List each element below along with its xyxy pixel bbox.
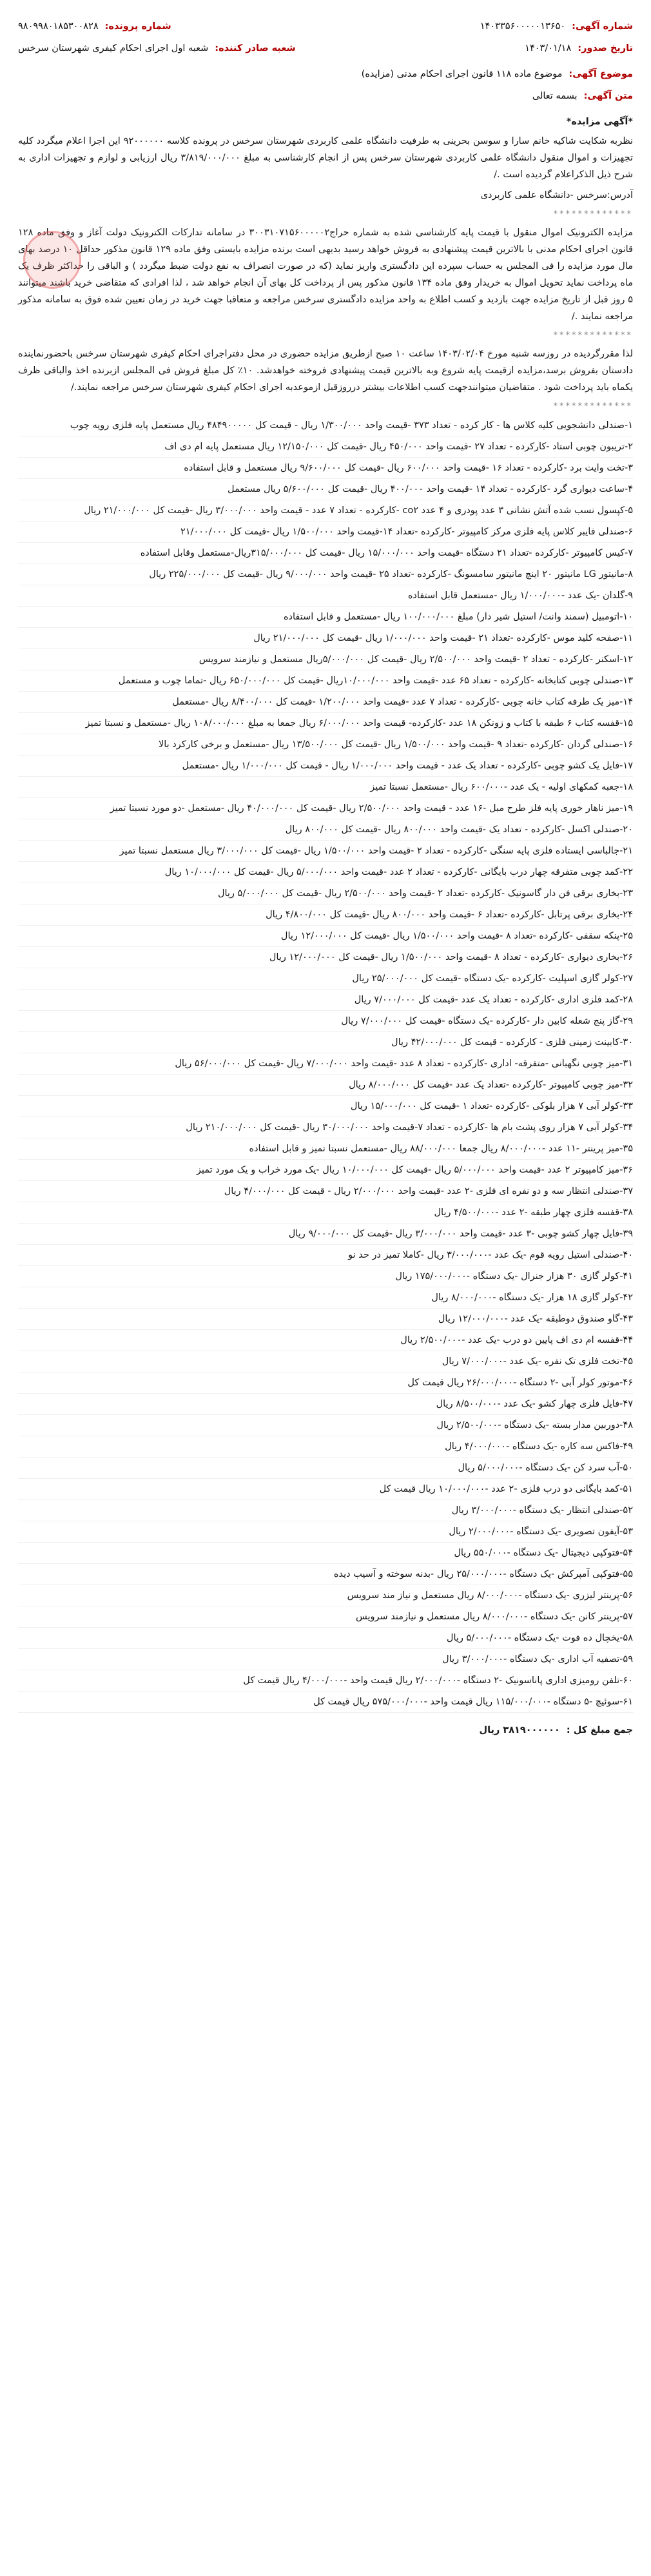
separator: ************* <box>553 331 633 340</box>
list-item: ۵۶-پرینتر لیزری -یک دستگاه -۸/۰۰۰/۰۰۰ ریال مستعمل و نیاز مند سرویس <box>18 1585 633 1606</box>
list-item: ۴۱-کولر گازی ۳۰ هزار جنرال -یک دستگاه -۱۷۵/۰۰۰/۰۰۰ ریال <box>18 1266 633 1287</box>
list-item: ۳۵-میز پرینتر -۱۱ عدد -۸/۰۰۰/۰۰۰ ریال جمعا ۸۸/۰۰۰/۰۰۰ ریال -مستعمل نسبتا تمیز و قابل استفاده <box>18 1138 633 1160</box>
issue-date <box>525 40 633 57</box>
list-item: ۲۵-پنکه سقفی -کارکرده -تعداد ۸ -قیمت واحد ۱/۵۰۰/۰۰۰ ریال -قیمت کل ۱۲/۰۰۰/۰۰۰ ریال <box>18 926 633 947</box>
topic-value: موضوع ماده ۱۱۸ قانون اجرای احکام مدنی (مزایده) <box>361 69 563 79</box>
list-item: ۲۶-بخاری دیواری -کارکرده - تعداد ۸ -قیمت واحد ۱/۵۰۰/۰۰۰ ریال -قیمت کل ۱۲/۰۰۰/۰۰۰ ریال <box>18 947 633 968</box>
rules-block <box>18 224 633 325</box>
list-item: ۱-صندلی دانشجویی کلیه کلاس ها - کار کرده - تعداد ۳۷۳ -قیمت واحد ۱/۳۰۰/۰۰۰ ریال - قیمت کل ۴۸۴۹۰۰۰۰۰ ریال مستعمل پایه فلزی رویه چوب <box>18 415 633 436</box>
list-item: ۵۷-پرینتر کانن -یک دستگاه -۸/۰۰۰/۰۰۰ ریال مستعمل و نیازمند سرویس <box>18 1606 633 1628</box>
list-item: ۴-ساعت دیواری گرد -کارکرده - تعداد ۱۴ -قیمت واحد ۴۰۰/۰۰۰ ریال -قیمت کل ۵/۶۰۰/۰۰۰ ریال مستعمل <box>18 479 633 500</box>
header-row-1 <box>18 15 633 37</box>
list-item: ۳۰-کابینت زمینی فلزی - کارکرده - قیمت کل ۴۲/۰۰۰/۰۰۰ ریال <box>18 1032 633 1053</box>
list-item: ۵۴-فتوکپی دیجیتال -یک دستگاه -۵۵۰/۰۰۰ ریال <box>18 1543 633 1564</box>
total-label: جمع مبلغ کل : <box>566 1725 633 1735</box>
list-item: ۳۸-قفسه فلزی چهار طبقه -۲ عدد -۴/۵۰۰/۰۰۰ ریال <box>18 1202 633 1224</box>
list-item: ۱۹-میز ناهار خوری پایه فلز طرح مبل -۱۶ عدد - قیمت واحد ۲/۵۰۰/۰۰۰ ریال -قیمت کل ۴۰/۰۰۰/۰۰۰ ریال -مستعمل -دو مورد نسبتا تمیز <box>18 798 633 819</box>
address: آدرس:سرخس -دانشگاه علمی کاربردی <box>480 190 633 200</box>
list-item: ۹-گلدان -یک عدد -۱/۰۰۰/۰۰۰ ریال -مستعمل قابل استفاده <box>18 585 633 607</box>
ad-number-label: شماره آگهی: <box>572 21 633 32</box>
list-item: ۶۰-تلفن رومیزی اداری پاناسونیک -۲ دستگاه -۲/۰۰۰/۰۰۰ ریال قیمت واحد -۴/۰۰۰/۰۰۰ ریال قیمت کل <box>18 1670 633 1692</box>
topic <box>18 63 633 85</box>
list-item: ۱۸-جعبه کمکهای اولیه - یک عدد -۶۰۰/۰۰۰ ریال -مستعمل نسبتا تمیز <box>18 777 633 798</box>
stamp-mark <box>23 231 81 289</box>
total-value: ۳۸۱۹۰۰۰۰۰۰ ریال <box>479 1725 560 1735</box>
list-item: ۶-صندلی فایبر کلاس پایه فلزی مرکز کامپیوتر -کارکرده -تعداد ۱۴-قیمت واحد ۱/۵۰۰/۰۰۰ ریال -قیمت کل ۲۱/۰۰۰/۰۰۰ <box>18 522 633 543</box>
list-item: ۱۴-میز یک طرفه کتاب خانه چوبی -کارکرده - تعداد ۷ عدد -قیمت واحد ۱/۲۰۰/۰۰۰ -قیمت کل ۸/۴۰۰/۰۰۰ ریال -مستعمل <box>18 692 633 713</box>
text-label: متن آگهی: <box>583 91 633 101</box>
list-item: ۳۹-فایل چهار کشو چوبی -۳ عدد -قیمت واحد ۳/۰۰۰/۰۰۰ ریال -قیمت کل ۹/۰۰۰/۰۰۰ ریال <box>18 1224 633 1245</box>
list-item: ۴۳-گاو صندوق دوطبقه -یک عدد -۱۲/۰۰۰/۰۰۰ ریال <box>18 1309 633 1330</box>
list-item: ۵۵-فتوکپی آمپرکش -یک دستگاه -۲۵/۰۰۰/۰۰۰ ریال -بدنه سوخته و آسیب دیده <box>18 1564 633 1585</box>
list-item: ۴۰-صندلی استیل رویه قوم -یک عدد -۳/۰۰۰/۰۰۰ ریال -کاملا تمیز در حد نو <box>18 1245 633 1266</box>
issue-date-label: تاریخ صدور: <box>578 43 633 54</box>
case-number-value: ۹۸۰۹۹۸۰۱۸۵۳۰۰۸۲۸ <box>18 21 99 32</box>
list-item: ۲۳-بخاری برقی فن دار گاسونیک -کارکرده -تعداد ۲ -قیمت واحد ۲/۵۰۰/۰۰۰ ریال -قیمت کل ۵/۰۰۰/۰۰۰ ریال <box>18 883 633 904</box>
issue-date-value: ۱۴۰۳/۰۱/۱۸ <box>525 43 572 54</box>
list-item: ۱۳-صندلی چوبی کتابخانه -کارکرده - تعداد ۶۵ عدد -قیمت واحد ۱۰/۰۰۰/۰۰۰ریال -قیمت کل ۶۵۰/۰۰۰/۰۰۰ ریال -تماما چوب و مستعمل <box>18 670 633 692</box>
list-item: ۵۳-آیفون تصویری -یک دستگاه -۲/۰۰۰/۰۰۰ ریال <box>18 1521 633 1543</box>
auction-title: *آگهی مزایده* <box>566 117 633 127</box>
list-item: ۲۸-کمد فلزی اداری -کارکرده - تعداد یک عدد -قیمت کل ۷/۰۰۰/۰۰۰ ریال <box>18 990 633 1011</box>
ad-number-value: ۱۴۰۳۳۵۶۰۰۰۰۰۱۳۶۵۰ <box>480 21 566 32</box>
list-item: ۵۸-یخچال ده فوت -یک دستگاه -۵/۰۰۰/۰۰۰ ریال <box>18 1628 633 1649</box>
rules-paragraph: مزایده الکترونیک اموال منقول با قیمت پایه کارشناسی شده به شماره حراج۳۰۰۳۱۰۷۱۵۶۰۰۰۰۰۲ در سامانه تدارکات الکترونیک دولت آغاز و وفق ماده ۱۲۸ قانون اجرای احکام مدنی با بالاترین قیمت پیشنهادی به فروش خواهد رسید بدیهی است برنده مزایده بایستی وفق ماده ۱۲۹ قانون مذکور حداقل ۱۰ درصد بهای مال مورد مزایده را فی المجلس به حساب سپرده این دادگستری واریز نماید (که در صورت انصراف به نفع دولت ضبط میگردد ) و الباقی را حداکثر ظرف یک ماه پرداخت نماید تحویل اموال به خریدار وفق ماده ۱۳۴ قانون مذکور پس از پرداخت کل بهای آن انجام خواهد شد ، لذا افرادی که متقاضی خرید باشند میتوانند ۵ روز قبل از تاریخ مزایده جهت بازدید و کسب اطلاع به واحد مزایده دادگستری سرخس مراجعه و متعاقبا جهت خرید در زمان تعیین شده فوق به سامانه مذکور مراجعه نمایند ./ <box>18 228 633 322</box>
list-item: ۲۲-کمد چوبی متفرقه چهار درب بایگانی -کارکرده - تعداد ۲ عدد -قیمت واحد ۵/۰۰۰/۰۰۰ ریال -قیمت کل ۱۰/۰۰۰/۰۰۰ ریال <box>18 862 633 883</box>
ad-text-header <box>18 85 633 107</box>
list-item: ۵۲-صندلی انتظار -یک دستگاه -۳/۰۰۰/۰۰۰ ریال <box>18 1500 633 1521</box>
issuer <box>18 40 296 57</box>
list-item: ۸-مانیتور LG مانیتور ۲۰ اینچ مانیتور سامسونگ -کارکرده -تعداد ۲۵ -قیمت واحد ۹/۰۰۰/۰۰۰ ریال -قیمت کل ۲۲۵/۰۰۰/۰۰۰ ریال <box>18 564 633 585</box>
list-item: ۷-کیس کامپیوتر -کارکرده -تعداد ۲۱ دستگاه -قیمت واحد ۱۵/۰۰۰/۰۰۰ ریال -قیمت کل ۳۱۵/۰۰۰/۰۰۰ریال-مستعمل وقابل استفاده <box>18 543 633 564</box>
schedule-paragraph: لذا مقررگردیده در روزسه شنبه مورخ ۱۴۰۳/۰۲/۰۴ ساعت ۱۰ صبح ازطریق مزایده حضوری در محل دفتراجرای احکام کیفری شهرستان سرخس باحضورنماینده دادستان بفروش برسد،مزایده ازقیمت پایه شروع وبه بالاترین قیمت پیشنهادی فروخته خواهدشد. ۱۰٪ کل مبلغ فروش فی المجلس ازبرنده اخذ والباقی ظرف یکماه باید پرداخت شود . متقاضیان میتوانندجهت کسب اطلاعات بیشتر درروزقبل ازموعدبه اجرای احکام کیفری شهرستان سرخس مراجعه نمایند./ <box>18 349 633 393</box>
list-item: ۱۵-قفسه کتاب ۶ طبقه با کتاب و زونکن ۱۸ عدد -کارکرده- قیمت واحد ۶/۰۰۰/۰۰۰ ریال جمعا به مبلغ ۱۰۸/۰۰۰/۰۰۰ ریال -مستعمل و نسبتا تمیز <box>18 713 633 734</box>
list-item: ۶۱-سوئیچ -۵ دستگاه -۱۱۵/۰۰۰/۰۰۰ ریال قیمت واحد -۵۷۵/۰۰۰/۰۰۰ ریال قیمت کل <box>18 1692 633 1713</box>
list-item: ۳۱-میز چوبی نگهبانی -متفرقه- اداری -کارکرده - تعداد ۸ عدد -قیمت واحد ۷/۰۰۰/۰۰۰ ریال -قیمت کل ۵۶/۰۰۰/۰۰۰ ریال <box>18 1053 633 1075</box>
list-item: ۱۱-صفحه کلید موس -کارکرده -تعداد ۲۱ -قیمت واحد ۱/۰۰۰/۰۰۰ ریال -قیمت کل ۲۱/۰۰۰/۰۰۰ ریال <box>18 628 633 649</box>
list-item: ۴۸-دوربین مدار بسته -یک دستگاه -۲/۵۰۰/۰۰۰ ریال <box>18 1415 633 1436</box>
list-item: ۳۶-میز کامپیوتر ۲ عدد -قیمت واحد ۵/۰۰۰/۰۰۰ ریال -قیمت کل ۱۰/۰۰۰/۰۰۰ ریال -یک مورد خراب و یک مورد تمیز <box>18 1160 633 1181</box>
list-item: ۴۶-موتور کولر آبی -۲ دستگاه -۲۶/۰۰۰/۰۰۰ ریال قیمت کل <box>18 1372 633 1394</box>
list-item: ۱۰-اتومبیل (سمند وانت/ استیل شیر دار) مبلغ ۱۰۰/۰۰۰/۰۰۰ ریال -مستعمل و قابل استفاده <box>18 607 633 628</box>
intro-paragraph: نظربه شکایت شاکیه خانم سارا و سوسن بحرینی به طرفیت دانشگاه علمی کاربردی شهرستان سرخس در پرونده کلاسه ۹۲۰۰۰۰۰۰ این اجرا اعلام میگردد کلیه تجهیزات و اموال منقول دانشگاه علمی کاربردی شهرستان سرخس پس از انجام کارشناسی به مبلغ ۳/۸۱۹/۰۰۰/۰۰۰ ریال ارزیابی و لوازم و تجهیزات اداری به شرح ذیل الذکراعلام گردیده است ./ <box>18 136 634 180</box>
list-item: ۳۴-کولر آبی ۷ هزار روی پشت بام ها -کارکرده - تعداد ۷-قیمت واحد ۳۰/۰۰۰/۰۰۰ ریال -قیمت کل ۲۱۰/۰۰۰/۰۰۰ ریال <box>18 1117 633 1138</box>
list-item: ۳۳-کولر آبی ۷ هزار بلوکی -کارکرده -تعداد ۱ -قیمت کل ۱۵/۰۰۰/۰۰۰ ریال <box>18 1096 633 1117</box>
list-item: ۲-تریبون چوبی استاد -کارکرده - تعداد ۲۷ -قیمت واحد ۴۵۰/۰۰۰ ریال -قیمت کل ۱۲/۱۵۰/۰۰۰ ریال مستعمل پایه ام دی اف <box>18 436 633 458</box>
list-item: ۵۰-آب سرد کن -یک دستگاه -۵/۰۰۰/۰۰۰ ریال <box>18 1458 633 1479</box>
list-item: ۵۹-تصفیه آب اداری -یک دستگاه -۳/۰۰۰/۰۰۰ ریال <box>18 1649 633 1670</box>
list-item: ۳۲-میز چوبی کامپیوتر -کارکرده -تعداد یک عدد -قیمت کل ۸/۰۰۰/۰۰۰ ریال <box>18 1075 633 1096</box>
items-list <box>18 415 633 1713</box>
list-item: ۲۴-بخاری برقی پرتابل -کارکرده -تعداد ۶ -قیمت واحد ۸۰۰/۰۰۰ ریال -قیمت کل ۴/۸۰۰/۰۰۰ ریال <box>18 904 633 926</box>
list-item: ۵۱-کمد بایگانی دو درب فلزی -۲ عدد -۱۰/۰۰۰/۰۰۰ ریال قیمت کل <box>18 1479 633 1500</box>
list-item: ۲۰-صندلی اکسل -کارکرده - تعداد یک -قیمت واحد ۸۰۰/۰۰۰ ریال -قیمت کل ۸۰۰/۰۰۰ ریال <box>18 819 633 841</box>
case-number <box>18 18 171 35</box>
list-item: ۴۴-قفسه ام دی اف پایین دو درب -یک عدد -۲/۵۰۰/۰۰۰ ریال <box>18 1330 633 1351</box>
list-item: ۵-کپسول نسب شده آتش نشانی ۳ عدد پودری و ۴ عدد co۲ -کارکرده - تعداد ۷ عدد - قیمت واحد ۳/۰۰۰/۰۰۰ ریال -قیمت کل ۲۱/۰۰۰/۰۰۰ ریال <box>18 500 633 522</box>
separator: ************* <box>553 402 633 411</box>
list-item: ۴۵-تخت فلزی تک نفره -یک عدد -۷/۰۰۰/۰۰۰ ریال <box>18 1351 633 1372</box>
text-greeting: بسمه تعالی <box>532 91 578 101</box>
ad-number <box>480 18 633 35</box>
list-item: ۲۱-جالباسی ایستاده فلزی پایه سنگی -کارکرده - تعداد ۲ -قیمت واحد ۱/۵۰۰/۰۰۰ ریال -قیمت کل ۳/۰۰۰/۰۰۰ ریال مستعمل نسبتا تمیز <box>18 841 633 862</box>
total-line <box>18 1719 633 1741</box>
case-number-label: شماره پرونده: <box>104 21 171 32</box>
list-item: ۴۷-فایل فلزی چهار کشو -یک عدد -۸/۵۰۰/۰۰۰ ریال <box>18 1394 633 1415</box>
list-item: ۳۷-صندلی انتظار سه و دو نفره ای فلزی -۲ عدد -قیمت واحد ۲/۰۰۰/۰۰۰ ریال - قیمت کل ۴/۰۰۰/۰۰۰ ریال <box>18 1181 633 1202</box>
list-item: ۴۹-فاکس سه کاره -یک دستگاه -۴/۰۰۰/۰۰۰ ریال <box>18 1436 633 1458</box>
list-item: ۲۷-کولر گازی اسپلیت -کارکرده -یک دستگاه -قیمت کل ۲۵/۰۰۰/۰۰۰ ریال <box>18 968 633 990</box>
ad-document <box>18 15 633 1741</box>
list-item: ۴۲-کولر گازی ۱۸ هزار -یک دستگاه -۸/۰۰۰/۰۰۰ ریال <box>18 1287 633 1309</box>
issuer-label: شعبه صادر کننده: <box>215 43 296 54</box>
issuer-value: شعبه اول اجرای احکام کیفری شهرستان سرخس <box>18 43 209 54</box>
list-item: ۱۶-صندلی گردان -کارکرده -تعداد ۹ -قیمت واحد ۱/۵۰۰/۰۰۰ ریال -قیمت کل ۱۳/۵۰۰/۰۰۰ ریال -مستعمل و برخی کارکرد بالا <box>18 734 633 756</box>
header-row-2 <box>18 37 633 59</box>
list-item: ۳-تخت وایت برد -کارکرده - تعداد ۱۶ -قیمت واحد ۶۰۰/۰۰۰ ریال -قیمت کل ۹/۶۰۰/۰۰۰ ریال مستعمل و قابل استفاده <box>18 458 633 479</box>
list-item: ۲۹-گاز پنج شعله کابین دار -کارکرده -یک دستگاه -قیمت کل ۷/۰۰۰/۰۰۰ ریال <box>18 1011 633 1032</box>
topic-label: موضوع آگهی: <box>568 69 633 79</box>
list-item: ۱۷-فایل یک کشو چوبی -کارکرده - تعداد یک عدد - قیمت واحد ۱/۰۰۰/۰۰۰ ریال - قیمت کل ۱/۰۰۰/۰۰۰ ریال -مستعمل <box>18 756 633 777</box>
list-item: ۱۲-اسکنر -کارکرده - تعداد ۲ -قیمت واحد ۲/۵۰۰/۰۰۰ ریال -قیمت کل ۵/۰۰۰/۰۰۰ریال مستعمل و نیازمند سرویس <box>18 649 633 670</box>
separator: ************* <box>553 210 633 219</box>
